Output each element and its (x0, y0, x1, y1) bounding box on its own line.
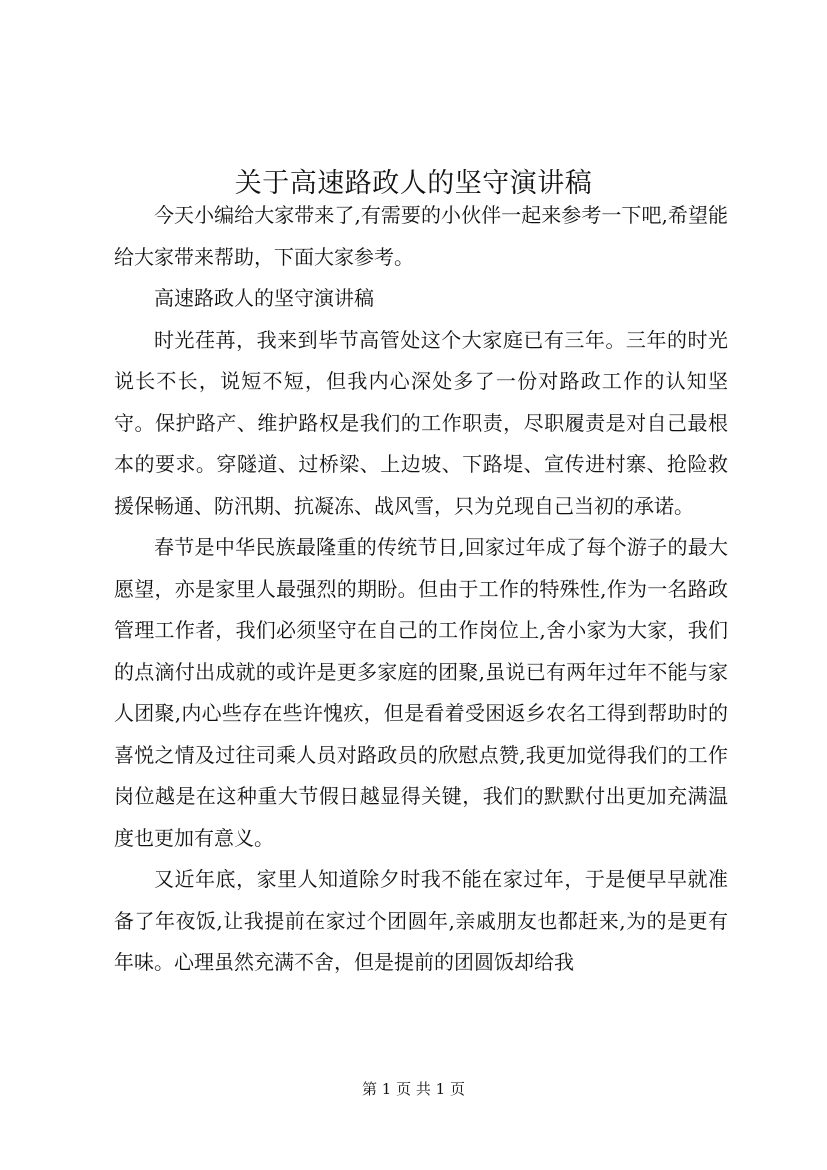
page-title: 关于高速路政人的坚守演讲稿 (234, 168, 593, 200)
page-number-footer: 第 1 页 共 1 页 (362, 1080, 465, 1098)
document-body (114, 195, 728, 984)
paragraph-subtitle: 高速路政人的坚守演讲稿 (154, 286, 374, 310)
paragraph-1: 时光荏苒，我来到毕节高管处这个大家庭已有三年。三年的时光说长不长，说短不短，但我内心深处多了一份对路政工作的认知坚守。保护路产、维护路权是我们的工作职责，尽职履责是对自己最根本的要求。穿隧道、过桥梁、上边坡、下路堤、宣传进村寨、抢险救援保畅通、防汛期、抗凝冻、战风雪，只为兑现自己当初的承诺。 (114, 327, 728, 518)
paragraph-2: 春节是中华民族最隆重的传统节日,回家过年成了每个游子的最大愿望，亦是家里人最强烈的期盼。但由于工作的特殊性,作为一名路政管理工作者，我们必须坚守在自己的工作岗位上,舍小家为大家，我们的点滴付出成就的或许是更多家庭的团聚,虽说已有两年过年不能与家人团聚,内心些存在些许愧疚，但是看着受困返乡农名工得到帮助时的喜悦之情及过往司乘人员对路政员的欣慰点赞,我更加觉得我们的工作岗位越是在这种重大节假日越显得关键，我们的默默付出更加充满温度也更加有意义。 (114, 535, 728, 850)
paragraph-intro: 今天小编给大家带来了,有需要的小伙伴一起来参考一下吧,希望能给大家带来帮助，下面大家参考。 (114, 203, 728, 269)
paragraph-3: 又近年底，家里人知道除夕时我不能在家过年，于是便早早就准备了年夜饭,让我提前在家过个团圆年,亲戚朋友也都赶来,为的是更有年味。心理虽然充满不舍，但是提前的团圆饭却给我 (114, 867, 728, 974)
